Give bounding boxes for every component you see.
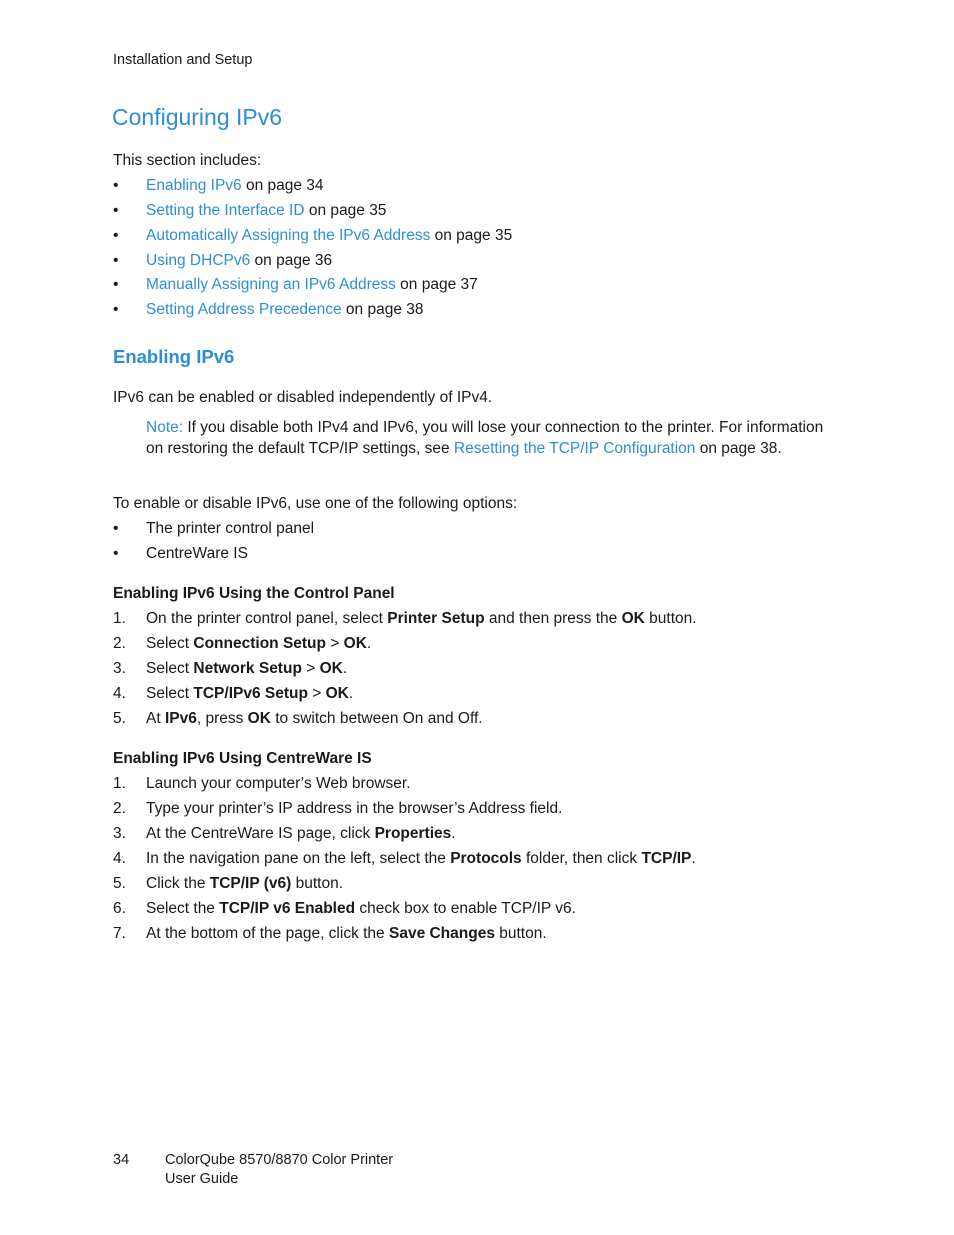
- step-number: 5.: [113, 875, 126, 892]
- step-number: 1.: [113, 775, 126, 792]
- toc-item: [146, 227, 512, 245]
- section-heading: Enabling IPv6: [113, 346, 235, 367]
- step-number: 4.: [113, 685, 126, 702]
- running-header: Installation and Setup: [113, 52, 253, 68]
- step-text: At the bottom of the page, click the Save Changes button.: [146, 925, 547, 942]
- toc-item: [146, 301, 424, 319]
- step-number: 5.: [113, 710, 126, 727]
- toc-item: [146, 276, 478, 294]
- procedure-heading: Enabling IPv6 Using CentreWare IS: [113, 750, 372, 767]
- step-number: 2.: [113, 635, 126, 652]
- intro-text: This section includes:: [113, 152, 262, 169]
- page-number: 34: [113, 1152, 130, 1168]
- bullet: •: [113, 202, 119, 219]
- step-number: 6.: [113, 900, 126, 917]
- step-number: 1.: [113, 610, 126, 627]
- step-text: Click the TCP/IP (v6) button.: [146, 875, 344, 892]
- step-number: 3.: [113, 660, 126, 677]
- toc-page-ref: on page 37: [395, 276, 478, 293]
- toc-page-ref: on page 34: [241, 177, 324, 194]
- step-text: Select Network Setup > OK.: [146, 660, 348, 677]
- section-paragraph: IPv6 can be enabled or disabled independently of IPv4.: [113, 389, 493, 406]
- toc-link[interactable]: Manually Assigning an IPv6 Address: [146, 276, 396, 293]
- toc-link[interactable]: Setting Address Precedence: [146, 301, 342, 318]
- step-number: 7.: [113, 925, 126, 942]
- step-text: Select TCP/IPv6 Setup > OK.: [146, 685, 354, 702]
- step-number: 2.: [113, 800, 126, 817]
- option-item: CentreWare IS: [146, 545, 248, 562]
- step-text: At the CentreWare IS page, click Properties.: [146, 825, 456, 842]
- note-link[interactable]: Resetting the TCP/IP Configuration: [453, 439, 696, 457]
- step-text: At IPv6, press OK to switch between On and Off.: [146, 710, 483, 727]
- toc-item: [146, 252, 332, 270]
- bullet: •: [113, 520, 119, 537]
- step-text: On the printer control panel, select Printer Setup and then press the OK button.: [146, 610, 697, 627]
- note-text-end: on page 38.: [695, 439, 782, 457]
- note-text: If you disable both IPv4 and IPv6, you will lose your connection to the printer. For information on restoring the default TCP/IP settings, see: [146, 419, 824, 457]
- step-number: 4.: [113, 850, 126, 867]
- toc-link[interactable]: Enabling IPv6: [146, 177, 242, 194]
- step-text: Launch your computer’s Web browser.: [146, 775, 411, 792]
- options-intro: To enable or disable IPv6, use one of the following options:: [113, 495, 518, 512]
- toc-page-ref: on page 38: [341, 301, 424, 318]
- note-block: [146, 418, 836, 459]
- step-text: Select Connection Setup > OK.: [146, 635, 372, 652]
- toc-link[interactable]: Automatically Assigning the IPv6 Address: [146, 227, 431, 244]
- note-label: Note:: [146, 419, 184, 436]
- toc-item: [146, 202, 386, 220]
- step-number: 3.: [113, 825, 126, 842]
- toc-item: [146, 177, 324, 195]
- bullet: •: [113, 301, 119, 318]
- toc-page-ref: on page 35: [430, 227, 513, 244]
- step-text: Select the TCP/IP v6 Enabled check box to enable TCP/IP v6.: [146, 900, 576, 917]
- bullet: •: [113, 545, 119, 562]
- bullet: •: [113, 177, 119, 194]
- toc-page-ref: on page 36: [250, 252, 333, 269]
- bullet: •: [113, 252, 119, 269]
- procedure-heading: Enabling IPv6 Using the Control Panel: [113, 585, 395, 602]
- bullet: •: [113, 276, 119, 293]
- footer-guide: User Guide: [165, 1171, 239, 1187]
- toc-link[interactable]: Using DHCPv6: [146, 252, 251, 269]
- step-text: In the navigation pane on the left, select the Protocols folder, then click TCP/IP.: [146, 850, 696, 867]
- bullet: •: [113, 227, 119, 244]
- toc-link[interactable]: Setting the Interface ID: [146, 202, 305, 219]
- option-item: The printer control panel: [146, 520, 315, 537]
- toc-page-ref: on page 35: [304, 202, 387, 219]
- step-text: Type your printer’s IP address in the browser’s Address field.: [146, 800, 563, 817]
- footer-product: ColorQube 8570/8870 Color Printer: [165, 1152, 394, 1168]
- page-title: Configuring IPv6: [112, 104, 283, 130]
